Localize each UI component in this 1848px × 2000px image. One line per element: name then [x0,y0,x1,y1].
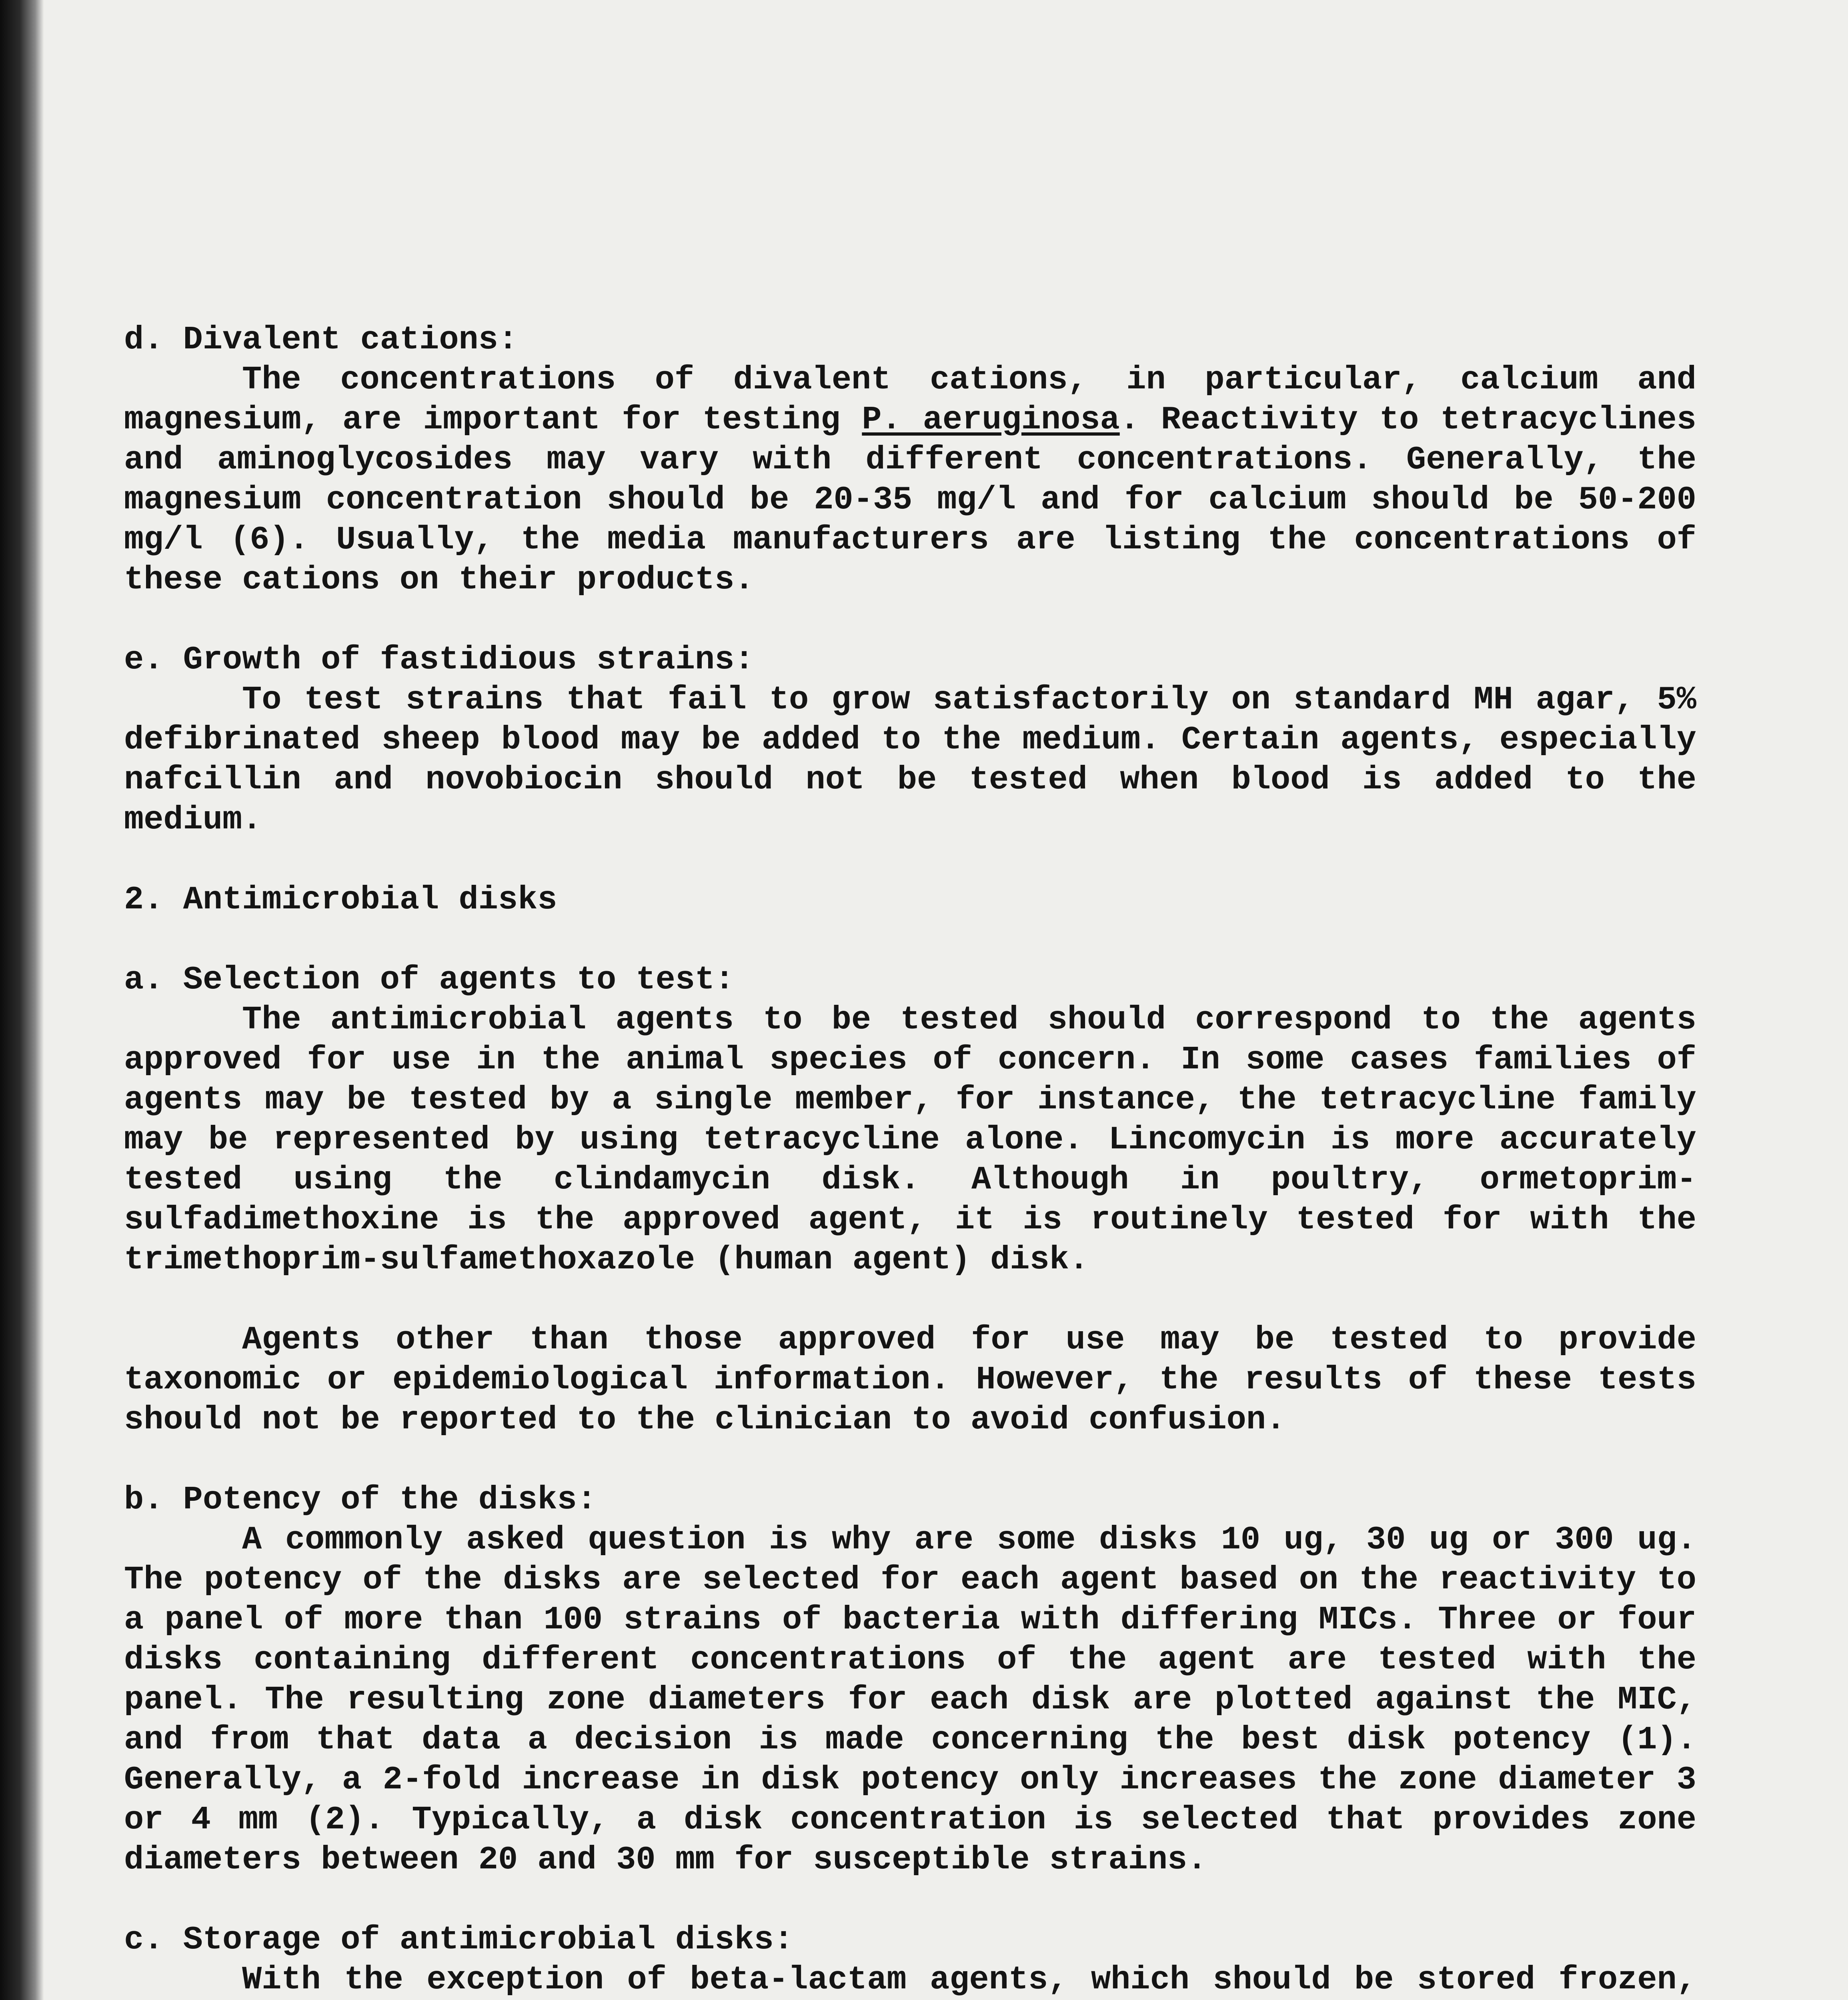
binding-shadow [0,0,44,2000]
paragraph-fastidious-strains: To test strains that fail to grow satisfactorily on standard MH agar, 5% defibrinated sheep blood may be added to the medium. Certain agents, especially nafcillin and novobiocin should not be tested when blood is added to the medium. [124,681,1696,838]
paragraph-text: . Reactivity to tetracyclines and aminoglycosides may vary with different concentrations. Generally, the magnesium concentration should be 20-35 mg/l and for calcium should be 50-200 mg/l (6). Usually, the media manufacturers are listing the concentrations of these cations on their products. [124,401,1696,598]
paragraph-divalent-cations [124,360,1696,600]
spacer [124,1280,1696,1320]
spacer [124,840,1696,880]
organism-name: P. aeruginosa [862,401,1120,438]
section-heading-divalent-cations: d. Divalent cations: [124,321,518,358]
spacer [124,1880,1696,1920]
paragraph-text: The concentrations of divalent cations, in particular, calcium and magnesium, are important for testing [124,361,1696,438]
paragraph-selection-of-agents: The antimicrobial agents to be tested should correspond to the agents approved for use in the animal species of concern. In some cases families of agents may be tested by a single member, for instance, the tetracycline family may be represented by using tetracycline alone. Lincomycin is more accurately tested using the clindamycin disk. Although in poultry, ormetoprim-sulfadimethoxine is the approved agent, it is routinely tested for with the trimethoprim-sulfamethoxazole (human agent) disk. [124,1001,1696,1278]
spacer [124,920,1696,960]
section-heading-selection-of-agents: a. Selection of agents to test: [124,961,735,998]
spacer [124,600,1696,640]
paragraph-potency: A commonly asked question is why are some disks 10 ug, 30 ug or 300 ug. The potency of the disks are selected for each agent based on the reactivity to a panel of more than 100 strains of bacteria with differing MICs. Three or four disks containing different concentrations of the agent are tested with the panel. The resulting zone diameters for each disk are plotted against the MIC, and from that data a decision is made concerning the best disk potency (1). Generally, a 2-fold increase in disk potency only increases the zone diameter 3 or 4 mm (2). Typically, a disk concentration is selected that provides zone diameters between 20 and 30 mm for susceptible strains. [124,1521,1696,1878]
paragraph-other-agents: Agents other than those approved for use may be tested to provide taxonomic or epidemiological information. However, the results of these tests should not be reported to the clinician to avoid confusion. [124,1321,1696,1438]
section-heading-fastidious-strains: e. Growth of fastidious strains: [124,641,754,678]
spacer [124,1440,1696,1480]
section-heading-antimicrobial-disks: 2. Antimicrobial disks [124,881,557,918]
paragraph-storage: With the exception of beta-lactam agents, which should be stored frozen, [242,1961,1696,1998]
section-heading-storage: c. Storage of antimicrobial disks: [124,1921,794,1958]
section-heading-potency: b. Potency of the disks: [124,1481,597,1518]
page-body [124,320,1696,2000]
